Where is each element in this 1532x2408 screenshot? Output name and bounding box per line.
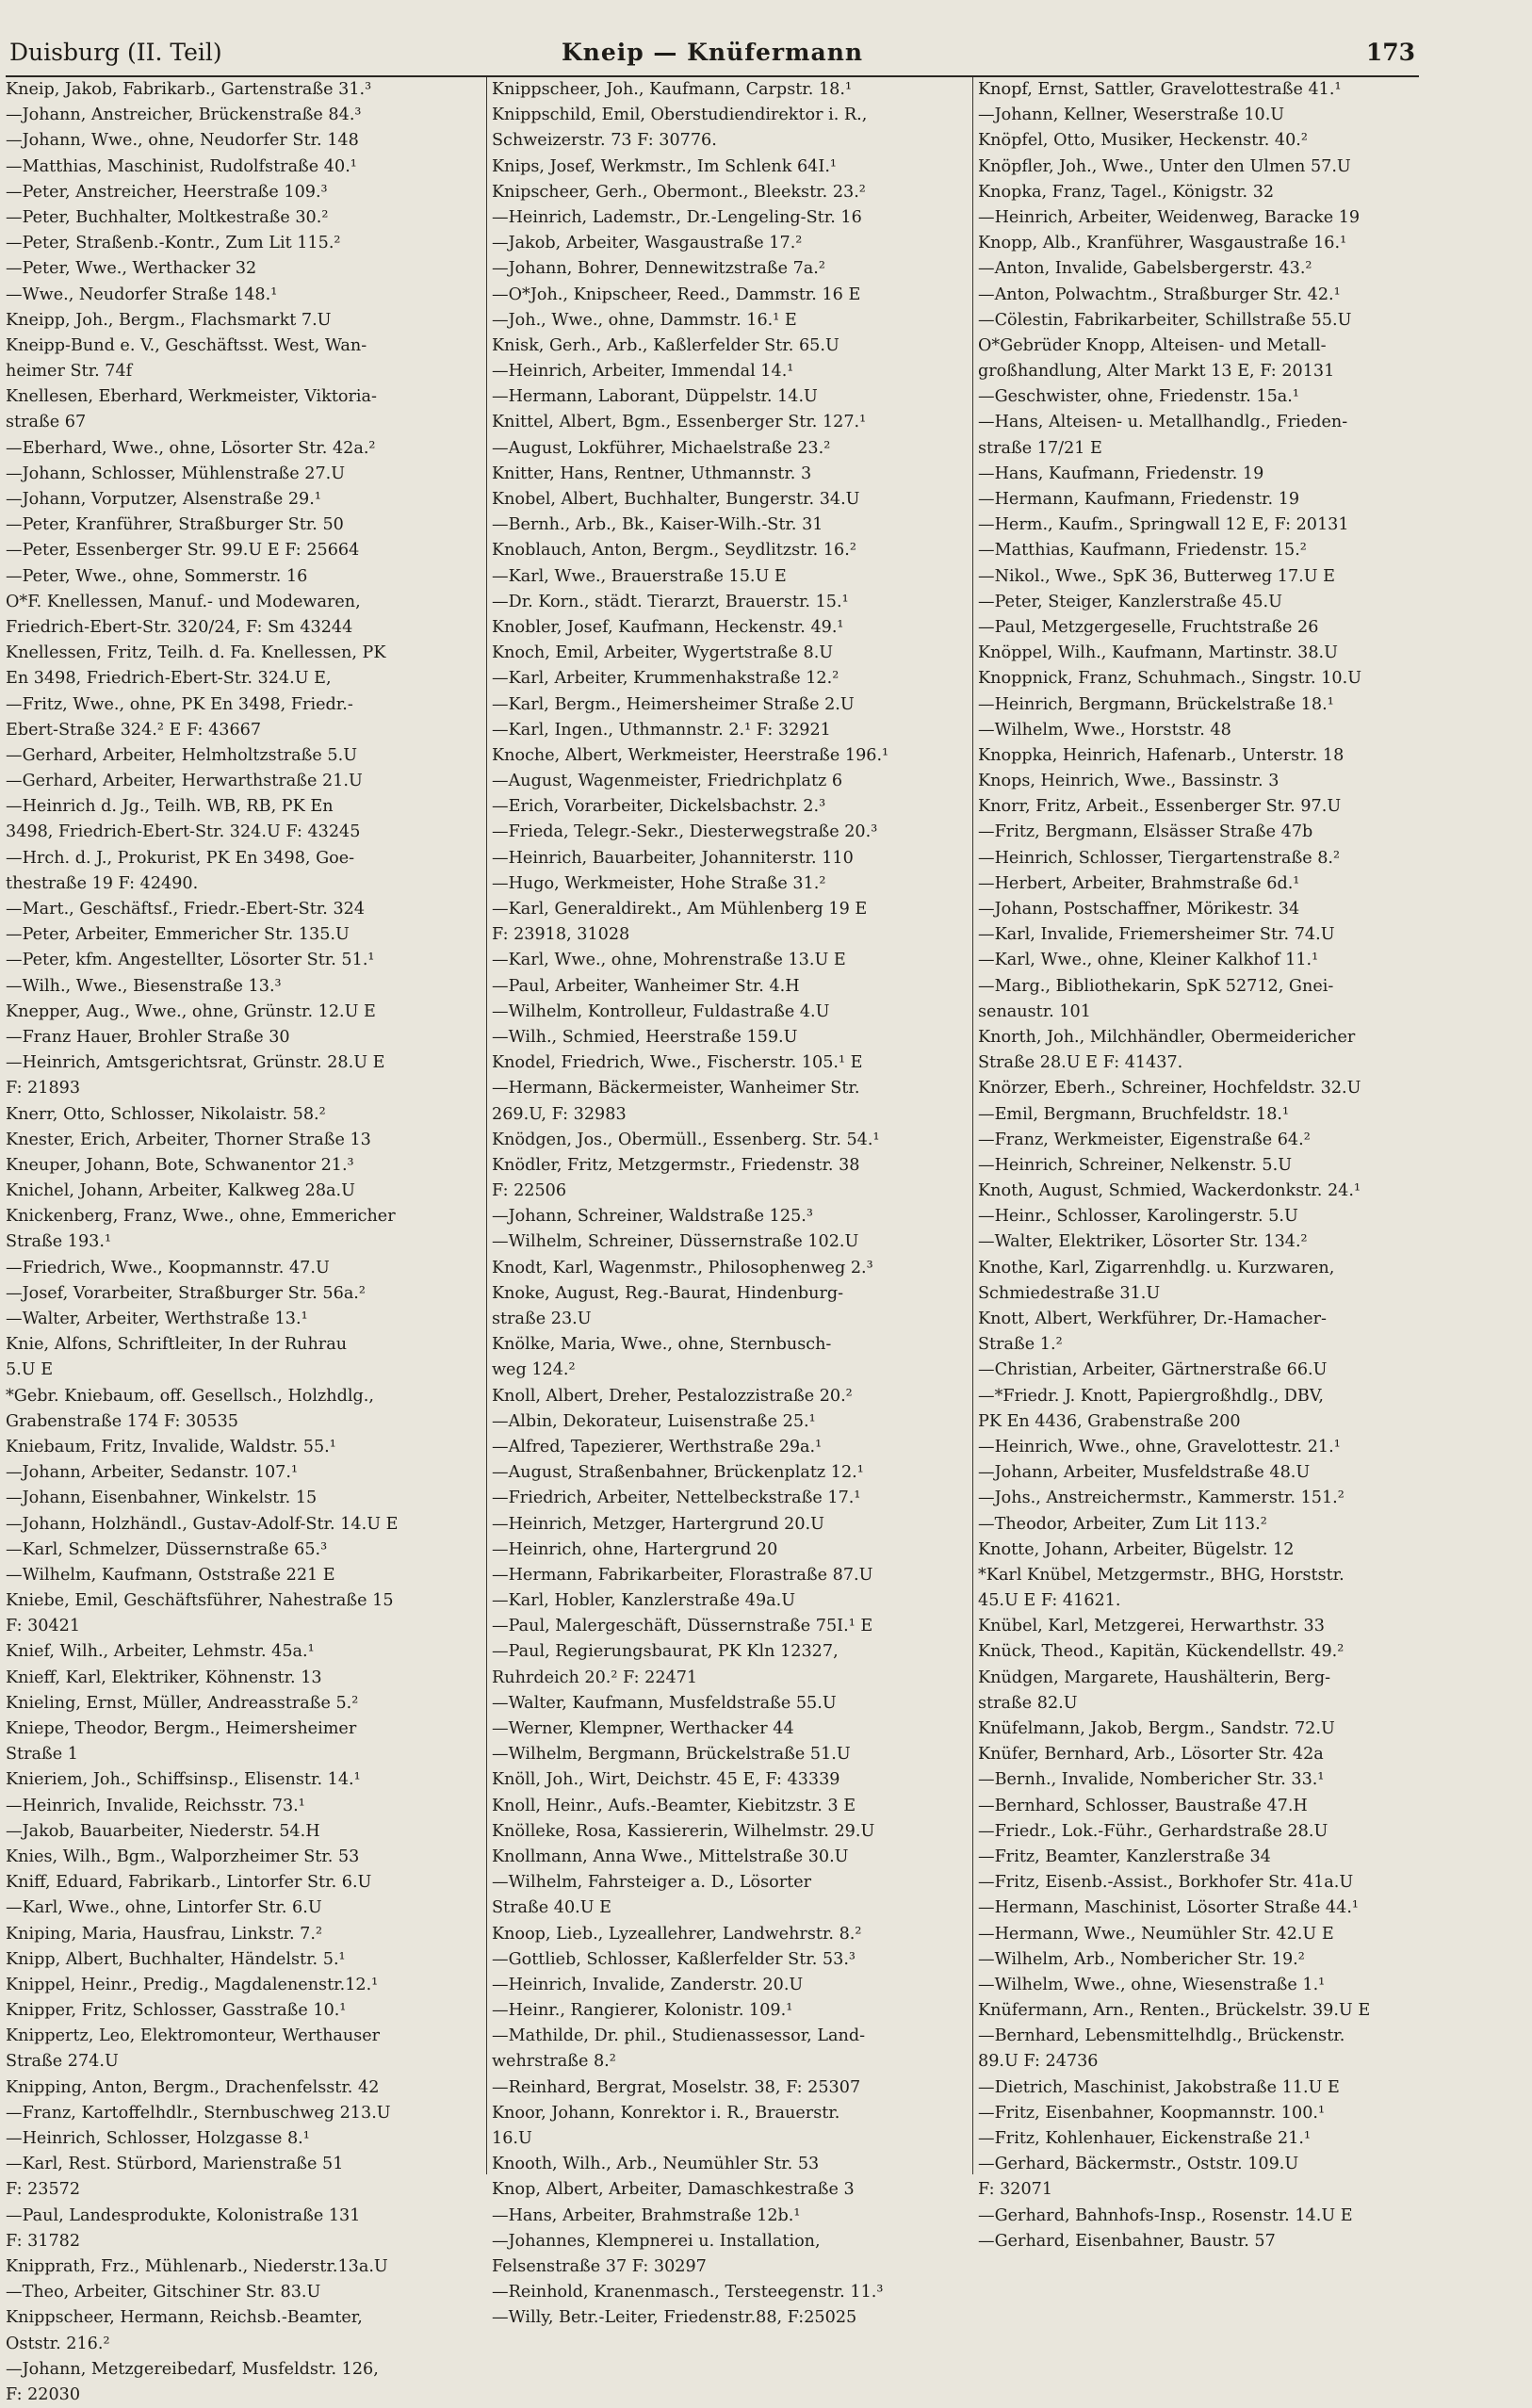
directory-entry-line: Knop, Albert, Arbeiter, Damaschkestraße 3 bbox=[492, 2180, 855, 2200]
directory-entry-line: Knopp, Alb., Kranführer, Wasgaustraße 16.¹ bbox=[978, 234, 1347, 253]
directory-entry-line: —Heinrich, Wwe., ohne, Gravelottestr. 21.¹ bbox=[978, 1437, 1341, 1456]
directory-entry-line: —Erich, Vorarbeiter, Dickelsbachstr. 2.³ bbox=[492, 797, 826, 817]
directory-entry-line: Knief, Wilh., Arbeiter, Lehmstr. 45a.¹ bbox=[6, 1642, 315, 1662]
column-3 bbox=[978, 77, 1453, 2251]
directory-entry-line: —Jakob, Bauarbeiter, Niederstr. 54.H bbox=[6, 1821, 320, 1841]
directory-entry-line: 5.U E bbox=[6, 1360, 54, 1380]
directory-entry-line: Knickenberg, Franz, Wwe., ohne, Emmericher bbox=[6, 1207, 396, 1227]
directory-entry-line: —Jakob, Arbeiter, Wasgaustraße 17.² bbox=[492, 234, 803, 253]
directory-entry-line: Knitter, Hans, Rentner, Uthmannstr. 3 bbox=[492, 464, 812, 483]
directory-entry-line: —Mart., Geschäftsf., Friedr.-Ebert-Str. 324 bbox=[6, 900, 366, 919]
directory-entry-line: Knerr, Otto, Schlosser, Nikolaistr. 58.² bbox=[6, 1104, 326, 1124]
directory-entry-line: —Bernh., Arb., Bk., Kaiser-Wilh.-Str. 31 bbox=[492, 515, 823, 535]
directory-entry-line: —Franz Hauer, Brohler Straße 30 bbox=[6, 1027, 290, 1047]
directory-entry-line: —Marg., Bibliothekarin, SpK 52712, Gnei- bbox=[978, 976, 1334, 996]
directory-entry-line: —Heinrich, Lademstr., Dr.-Lengeling-Str. 16 bbox=[492, 207, 862, 227]
directory-entry-line: Knüdgen, Margarete, Haushälterin, Berg- bbox=[978, 1668, 1331, 1687]
directory-entry-line: —Heinrich d. Jg., Teilh. WB, RB, PK En bbox=[6, 797, 334, 817]
directory-entry-line: Knorr, Fritz, Arbeit., Essenberger Str. 97.U bbox=[978, 797, 1342, 817]
directory-entry-line: straße 67 bbox=[6, 413, 87, 432]
directory-entry-line: —Heinrich, Schlosser, Holzgasse 8.¹ bbox=[6, 2129, 310, 2148]
directory-entry-line: —Albin, Dekorateur, Luisenstraße 25.¹ bbox=[492, 1411, 816, 1431]
directory-entry-line: —Joh., Wwe., ohne, Dammstr. 16.¹ E bbox=[492, 310, 797, 330]
header-section-title: Duisburg (II. Teil) bbox=[9, 39, 222, 66]
directory-entry-line: —Dr. Korn., städt. Tierarzt, Brauerstr. 15.¹ bbox=[492, 592, 849, 611]
directory-entry-line: —August, Wagenmeister, Friedrichplatz 6 bbox=[492, 772, 843, 791]
directory-entry-line: —Johann, Postschaffner, Mörikestr. 34 bbox=[978, 900, 1300, 919]
directory-entry-line: Knott, Albert, Werkführer, Dr.-Hamacher- bbox=[978, 1310, 1327, 1328]
directory-entry-line: *Gebr. Kniebaum, off. Gesellsch., Holzhdlg., bbox=[6, 1386, 374, 1406]
directory-entry-line: 3498, Friedrich-Ebert-Str. 324.U F: 43245 bbox=[6, 822, 361, 842]
directory-entry-line: Knieff, Karl, Elektriker, Köhnenstr. 13 bbox=[6, 1668, 322, 1687]
directory-entry-line: Knichel, Johann, Arbeiter, Kalkweg 28a.U bbox=[6, 1181, 355, 1201]
directory-entry-line: —Peter, Arbeiter, Emmericher Str. 135.U bbox=[6, 925, 350, 945]
directory-entry-line: —Fritz, Kohlenhauer, Eickenstraße 21.¹ bbox=[978, 2129, 1312, 2148]
directory-entry-line: —Hans, Kaufmann, Friedenstr. 19 bbox=[978, 464, 1264, 483]
directory-entry-line: —Johann, Wwe., ohne, Neudorfer Str. 148 bbox=[6, 131, 359, 151]
directory-entry-line: —Heinrich, Bergmann, Brückelstraße 18.¹ bbox=[978, 694, 1334, 714]
directory-entry-line: —Franz, Werkmeister, Eigenstraße 64.² bbox=[978, 1130, 1311, 1149]
directory-entry-line: —Wilhelm, Fahrsteiger a. D., Lösorter bbox=[492, 1873, 812, 1893]
directory-entry-line: —Karl, Ingen., Uthmannstr. 2.¹ F: 32921 bbox=[492, 720, 831, 740]
directory-entry-line: Knoll, Heinr., Aufs.-Beamter, Kiebitzstr. 3 E bbox=[492, 1796, 856, 1815]
directory-entry-line: Knüfer, Bernhard, Arb., Lösorter Str. 42a bbox=[978, 1745, 1324, 1765]
directory-entry-line: Straße 274.U bbox=[6, 2052, 119, 2072]
directory-entry-line: —Wilh., Wwe., Biesenstraße 13.³ bbox=[6, 976, 282, 996]
directory-entry-line: PK En 4436, Grabenstraße 200 bbox=[978, 1411, 1241, 1431]
directory-entry-line: 16.U bbox=[492, 2129, 532, 2148]
directory-entry-line: Knoppnick, Franz, Schuhmach., Singstr. 10.U bbox=[978, 669, 1362, 689]
directory-entry-line: —Heinrich, Arbeiter, Weidenweg, Baracke 19 bbox=[978, 207, 1361, 227]
directory-entry-line: F: 23918, 31028 bbox=[492, 925, 630, 945]
directory-entry-line: —Karl, Wwe., Brauerstraße 15.U E bbox=[492, 566, 787, 586]
directory-entry-line: —Wilhelm, Wwe., Horststr. 48 bbox=[978, 720, 1231, 740]
directory-entry-line: —Gerhard, Eisenbahner, Baustr. 57 bbox=[978, 2231, 1276, 2251]
directory-entry-line: Knopf, Ernst, Sattler, Gravelottestraße 41.¹ bbox=[978, 80, 1342, 99]
directory-entry-line: Knie, Alfons, Schriftleiter, In der Ruhrau bbox=[6, 1335, 348, 1355]
directory-entry-line: wehrstraße 8.² bbox=[492, 2052, 616, 2072]
directory-entry-line: —Peter, kfm. Angestellter, Lösorter Str. 51.¹ bbox=[6, 951, 375, 970]
directory-entry-line: Knips, Josef, Werkmstr., Im Schlenk 64I.¹ bbox=[492, 156, 837, 176]
directory-entry-line: Grabenstraße 174 F: 30535 bbox=[6, 1411, 238, 1431]
directory-entry-line: großhandlung, Alter Markt 13 E, F: 20131 bbox=[978, 362, 1335, 382]
directory-entry-line: —Paul, Regierungsbaurat, PK Kln 12327, bbox=[492, 1642, 839, 1662]
directory-entry-line: Knipping, Anton, Bergm., Drachenfelsstr. 42 bbox=[6, 2077, 380, 2097]
directory-entry-line: Knippertz, Leo, Elektromonteur, Werthauser bbox=[6, 2026, 381, 2046]
directory-entry-line: Friedrich-Ebert-Str. 320/24, F: Sm 43244 bbox=[6, 617, 353, 637]
directory-entry-line: —Johann, Schlosser, Mühlenstraße 27.U bbox=[6, 464, 346, 483]
directory-entry-line: —Wilhelm, Kaufmann, Oststraße 221 E bbox=[6, 1565, 335, 1585]
directory-entry-line: Knoppka, Heinrich, Hafenarb., Unterstr. 18 bbox=[978, 745, 1345, 765]
directory-entry-line: Knöppel, Wilh., Kaufmann, Martinstr. 38.U bbox=[978, 643, 1338, 663]
directory-entry-line: —Walter, Elektriker, Lösorter Str. 134.² bbox=[978, 1232, 1308, 1252]
directory-entry-line: straße 17/21 E bbox=[978, 438, 1102, 458]
directory-entry-line: —Heinrich, Amtsgerichtsrat, Grünstr. 28.U E bbox=[6, 1053, 385, 1073]
directory-entry-line: —Paul, Metzgergeselle, Fruchtstraße 26 bbox=[978, 617, 1319, 637]
column-2 bbox=[492, 77, 967, 2328]
directory-entry-line: Knoche, Albert, Werkmeister, Heerstraße 196.¹ bbox=[492, 745, 889, 765]
directory-entry-line: Knoll, Albert, Dreher, Pestalozzistraße 20.² bbox=[492, 1386, 853, 1406]
directory-entry-line: —Willy, Betr.-Leiter, Friedenstr.88, F:25025 bbox=[492, 2308, 857, 2328]
directory-entry-line: 269.U, F: 32983 bbox=[492, 1104, 627, 1124]
directory-entry-line: —Fritz, Eisenb.-Assist., Borkhofer Str. 41a.U bbox=[978, 1873, 1354, 1893]
directory-entry-line: Kneip, Jakob, Fabrikarb., Gartenstraße 31.³ bbox=[6, 80, 372, 99]
directory-entry-line: —Gerhard, Bäckermstr., Oststr. 109.U bbox=[978, 2155, 1299, 2174]
directory-entry-line: Knüfermann, Arn., Renten., Brückelstr. 39.U E bbox=[978, 2001, 1371, 2021]
directory-entry-line: Kniepe, Theodor, Bergm., Heimersheimer bbox=[6, 1719, 357, 1738]
directory-entry-line: —Heinr., Rangierer, Kolonistr. 109.¹ bbox=[492, 2001, 793, 2021]
directory-entry-line: —Alfred, Tapezierer, Werthstraße 29a.¹ bbox=[492, 1437, 823, 1456]
directory-entry-line: —Karl, Wwe., ohne, Mohrenstraße 13.U E bbox=[492, 951, 846, 970]
directory-entry-line: —Christian, Arbeiter, Gärtnerstraße 66.U bbox=[978, 1360, 1328, 1380]
directory-entry-line: —Wilhelm, Wwe., ohne, Wiesenstraße 1.¹ bbox=[978, 1975, 1326, 1994]
directory-entry-line: —Hans, Arbeiter, Brahmstraße 12b.¹ bbox=[492, 2205, 801, 2225]
directory-entry-line: Kneipp-Bund e. V., Geschäftsst. West, Wan- bbox=[6, 335, 367, 355]
directory-entry-line: Knotte, Johann, Arbeiter, Bügelstr. 12 bbox=[978, 1539, 1295, 1559]
directory-entry-line: —Paul, Arbeiter, Wanheimer Str. 4.H bbox=[492, 976, 800, 996]
directory-entry-line: Knoch, Emil, Arbeiter, Wygertstraße 8.U bbox=[492, 643, 834, 663]
directory-entry-line: —August, Lokführer, Michaelstraße 23.² bbox=[492, 438, 831, 458]
directory-entry-line: —Heinrich, Invalide, Zanderstr. 20.U bbox=[492, 1975, 804, 1994]
column-divider bbox=[486, 77, 487, 2174]
directory-entry-line: —Peter, Kranführer, Straßburger Str. 50 bbox=[6, 515, 344, 535]
directory-entry-line: Knöpfler, Joh., Wwe., Unter den Ulmen 57.U bbox=[978, 156, 1351, 176]
directory-entry-line: Kniebe, Emil, Geschäftsführer, Nahestraße 15 bbox=[6, 1591, 394, 1611]
directory-entry-line: —Theodor, Arbeiter, Zum Lit 113.² bbox=[978, 1514, 1267, 1534]
directory-entry-line: —Hermann, Laborant, Düppelstr. 14.U bbox=[492, 387, 818, 407]
directory-entry-line: —Franz, Kartoffelhdlr., Sternbuschweg 213.U bbox=[6, 2103, 391, 2123]
directory-entry-line: —*Friedr. J. Knott, Papiergroßhdlg., DBV, bbox=[978, 1386, 1325, 1406]
directory-entry-line: —Theo, Arbeiter, Gitschiner Str. 83.U bbox=[6, 2283, 321, 2302]
directory-entry-line: weg 124.² bbox=[492, 1360, 576, 1380]
directory-entry-line: Schweizerstr. 73 F: 30776. bbox=[492, 131, 717, 151]
directory-entry-line: Kniff, Eduard, Fabrikarb., Lintorfer Str. 6.U bbox=[6, 1873, 372, 1893]
directory-entry-line: —Karl, Wwe., ohne, Kleiner Kalkhof 11.¹ bbox=[978, 951, 1319, 970]
directory-entry-line: straße 82.U bbox=[978, 1693, 1078, 1713]
directory-entry-line: O*F. Knellessen, Manuf.- und Modewaren, bbox=[6, 592, 361, 611]
directory-entry-line: —Anton, Invalide, Gabelsbergerstr. 43.² bbox=[978, 259, 1312, 279]
directory-entry-line: Knoke, August, Reg.-Baurat, Hindenburg- bbox=[492, 1283, 844, 1303]
directory-entry-line: Knodel, Friedrich, Wwe., Fischerstr. 105.¹ E bbox=[492, 1053, 863, 1073]
directory-entry-line: Knepper, Aug., Wwe., ohne, Grünstr. 12.U E bbox=[6, 1001, 376, 1021]
directory-entry-line: Knübel, Karl, Metzgerei, Herwarthstr. 33 bbox=[978, 1617, 1325, 1636]
directory-entry-line: Kniebaum, Fritz, Invalide, Waldstr. 55.¹ bbox=[6, 1437, 336, 1456]
directory-entry-line: —August, Straßenbahner, Brückenplatz 12.¹ bbox=[492, 1463, 864, 1483]
directory-entry-line: —Matthias, Kaufmann, Friedenstr. 15.² bbox=[978, 541, 1307, 561]
directory-entry-line: —Heinrich, Arbeiter, Immendal 14.¹ bbox=[492, 362, 794, 382]
directory-entry-line: Knippschild, Emil, Oberstudiendirektor i. R., bbox=[492, 106, 868, 125]
directory-entry-line: —Paul, Malergeschäft, Düssernstraße 75I.¹ E bbox=[492, 1617, 873, 1636]
directory-entry-line: 89.U F: 24736 bbox=[978, 2052, 1099, 2072]
directory-entry-line: —Friedrich, Arbeiter, Nettelbeckstraße 17.¹ bbox=[492, 1489, 861, 1508]
directory-entry-line: Felsenstraße 37 F: 30297 bbox=[492, 2256, 707, 2276]
directory-entry-line: —Hrch. d. J., Prokurist, PK En 3498, Goe- bbox=[6, 848, 355, 868]
directory-entry-line: Knies, Wilh., Bgm., Walporzheimer Str. 53 bbox=[6, 1847, 360, 1866]
directory-entry-line: Knödler, Fritz, Metzgermstr., Friedenstr. 38 bbox=[492, 1155, 860, 1175]
directory-entry-line: —Johann, Arbeiter, Sedanstr. 107.¹ bbox=[6, 1463, 299, 1483]
directory-entry-line: —Gottlieb, Schlosser, Kaßlerfelder Str. 53.³ bbox=[492, 1949, 856, 1969]
directory-entry-line: Knippscheer, Hermann, Reichsb.-Beamter, bbox=[6, 2308, 363, 2328]
directory-entry-line: —Johann, Holzhändl., Gustav-Adolf-Str. 14.U E bbox=[6, 1514, 399, 1534]
directory-entry-line: —Fritz, Wwe., ohne, PK En 3498, Friedr.- bbox=[6, 694, 353, 714]
directory-entry-line: —Karl, Schmelzer, Düssernstraße 65.³ bbox=[6, 1539, 328, 1559]
directory-entry-line: Knipp, Albert, Buchhalter, Händelstr. 5.¹ bbox=[6, 1949, 346, 1969]
directory-entry-line: —Peter, Buchhalter, Moltkestraße 30.² bbox=[6, 207, 329, 227]
directory-entry-line: thestraße 19 F: 42490. bbox=[6, 873, 199, 893]
directory-entry-line: —Walter, Kaufmann, Musfeldstraße 55.U bbox=[492, 1693, 837, 1713]
directory-entry-line: —Heinrich, Schreiner, Nelkenstr. 5.U bbox=[978, 1155, 1293, 1175]
directory-entry-line: —Karl, Invalide, Friemersheimer Str. 74.U bbox=[978, 925, 1335, 945]
directory-entry-line: Knorth, Joh., Milchhändler, Obermeidericher bbox=[978, 1027, 1356, 1047]
directory-entry-line: —Dietrich, Maschinist, Jakobstraße 11.U E bbox=[978, 2077, 1340, 2097]
directory-entry-line: —Mathilde, Dr. phil., Studienassessor, Land- bbox=[492, 2026, 866, 2046]
directory-entry-line: —Hermann, Maschinist, Lösorter Straße 44.¹ bbox=[978, 1898, 1359, 1918]
directory-entry-line: *Karl Knübel, Metzgermstr., BHG, Horststr. bbox=[978, 1565, 1345, 1585]
directory-entry-line: —Geschwister, ohne, Friedenstr. 15a.¹ bbox=[978, 387, 1299, 407]
directory-entry-line: —Werner, Klempner, Werthacker 44 bbox=[492, 1719, 794, 1738]
directory-entry-line: —Hermann, Fabrikarbeiter, Florastraße 87.U bbox=[492, 1565, 873, 1585]
directory-entry-line: Schmiedestraße 31.U bbox=[978, 1283, 1161, 1303]
directory-entry-line: —Eberhard, Wwe., ohne, Lösorter Str. 42a.² bbox=[6, 438, 376, 458]
directory-entry-line: Ruhrdeich 20.² F: 22471 bbox=[492, 1668, 698, 1687]
page-number: 173 bbox=[1365, 39, 1415, 66]
directory-entry-line: —Herm., Kaufm., Springwall 12 E, F: 20131 bbox=[978, 515, 1349, 535]
directory-entry-line: —Peter, Steiger, Kanzlerstraße 45.U bbox=[978, 592, 1282, 611]
directory-entry-line: —Reinhard, Bergrat, Moselstr. 38, F: 25307 bbox=[492, 2077, 861, 2097]
directory-entry-line: senaustr. 101 bbox=[978, 1001, 1091, 1021]
directory-entry-line: F: 30421 bbox=[6, 1617, 81, 1636]
directory-entry-line: Knobel, Albert, Buchhalter, Bungerstr. 34.U bbox=[492, 490, 860, 509]
directory-entry-line: Knopka, Franz, Tagel., Königstr. 32 bbox=[978, 182, 1275, 202]
directory-entry-line: —Karl, Rest. Stürbord, Marienstraße 51 bbox=[6, 2155, 344, 2174]
directory-entry-line: Knollmann, Anna Wwe., Mittelstraße 30.U bbox=[492, 1847, 849, 1866]
directory-entry-line: F: 21893 bbox=[6, 1079, 81, 1098]
directory-entry-line: —Paul, Landesprodukte, Kolonistraße 131 bbox=[6, 2205, 361, 2225]
directory-entry-line: Knöll, Joh., Wirt, Deichstr. 45 E, F: 43339 bbox=[492, 1770, 840, 1790]
directory-entry-line: Knobler, Josef, Kaufmann, Heckenstr. 49.¹ bbox=[492, 617, 844, 637]
directory-entry-line: —Josef, Vorarbeiter, Straßburger Str. 56a.² bbox=[6, 1283, 366, 1303]
directory-entry-line: —Reinhold, Kranenmasch., Tersteegenstr. 11.³ bbox=[492, 2283, 884, 2302]
directory-entry-line: —Fritz, Beamter, Kanzlerstraße 34 bbox=[978, 1847, 1271, 1866]
directory-entry-line: —Fritz, Bergmann, Elsässer Straße 47b bbox=[978, 822, 1313, 842]
directory-entry-line: —Peter, Straßenb.-Kontr., Zum Lit 115.² bbox=[6, 234, 341, 253]
directory-entry-line: Straße 1.² bbox=[978, 1335, 1063, 1355]
directory-entry-line: Knoor, Johann, Konrektor i. R., Brauerstr. bbox=[492, 2103, 840, 2123]
directory-entry-line: —Gerhard, Arbeiter, Herwarthstraße 21.U bbox=[6, 772, 363, 791]
directory-entry-line: —Heinrich, Invalide, Reichsstr. 73.¹ bbox=[6, 1796, 305, 1815]
directory-entry-line: —Herbert, Arbeiter, Brahmstraße 6d.¹ bbox=[978, 873, 1300, 893]
directory-entry-line: Knippscheer, Joh., Kaufmann, Carpstr. 18.¹ bbox=[492, 80, 852, 99]
directory-entry-line: —Karl, Wwe., ohne, Lintorfer Str. 6.U bbox=[6, 1898, 322, 1918]
directory-entry-line: —Hugo, Werkmeister, Hohe Straße 31.² bbox=[492, 873, 826, 893]
directory-entry-line: —Heinrich, Schlosser, Tiergartenstraße 8.² bbox=[978, 848, 1341, 868]
directory-entry-line: —Heinrich, ohne, Hartergrund 20 bbox=[492, 1539, 778, 1559]
directory-entry-line: Knisk, Gerh., Arb., Kaßlerfelder Str. 65.U bbox=[492, 335, 839, 355]
directory-entry-line: —Anton, Polwachtm., Straßburger Str. 42.¹ bbox=[978, 285, 1341, 304]
directory-entry-line: —Fritz, Eisenbahner, Koopmannstr. 100.¹ bbox=[978, 2103, 1326, 2123]
directory-entry-line: —Cölestin, Fabrikarbeiter, Schillstraße 55.U bbox=[978, 310, 1352, 330]
directory-entry-line: Knödgen, Jos., Obermüll., Essenberg. Str. 54.¹ bbox=[492, 1130, 880, 1149]
column-divider bbox=[972, 77, 973, 2174]
directory-entry-line: Knieriem, Joh., Schiffsinsp., Elisenstr. 14.¹ bbox=[6, 1770, 361, 1790]
directory-entry-line: —Karl, Hobler, Kanzlerstraße 49a.U bbox=[492, 1591, 796, 1611]
directory-entry-line: F: 22030 bbox=[6, 2384, 81, 2404]
page-header bbox=[6, 32, 1419, 77]
directory-entry-line: Kneuper, Johann, Bote, Schwanentor 21.³ bbox=[6, 1155, 354, 1175]
directory-entry-line: —Johs., Anstreichermstr., Kammerstr. 151.² bbox=[978, 1489, 1345, 1508]
directory-entry-line: Ebert-Straße 324.² E F: 43667 bbox=[6, 720, 262, 740]
directory-entry-line: —Peter, Wwe., ohne, Sommerstr. 16 bbox=[6, 566, 308, 586]
directory-entry-line: F: 22506 bbox=[492, 1181, 567, 1201]
directory-entry-line: —Wilh., Schmied, Heerstraße 159.U bbox=[492, 1027, 798, 1047]
directory-entry-line: En 3498, Friedrich-Ebert-Str. 324.U E, bbox=[6, 669, 332, 689]
directory-entry-line: Knipscheer, Gerh., Obermont., Bleekstr. 23.² bbox=[492, 182, 866, 202]
directory-entry-line: Kneipp, Joh., Bergm., Flachsmarkt 7.U bbox=[6, 310, 332, 330]
directory-entry-line: Knippel, Heinr., Predig., Magdalenenstr.12.¹ bbox=[6, 1975, 379, 1994]
directory-entry-line: —Matthias, Maschinist, Rudolfstraße 40.¹ bbox=[6, 156, 357, 176]
column-1 bbox=[6, 77, 481, 2404]
directory-entry-line: —Johann, Vorputzer, Alsenstraße 29.¹ bbox=[6, 490, 321, 509]
directory-entry-line: Knooth, Wilh., Arb., Neumühler Str. 53 bbox=[492, 2155, 820, 2174]
directory-entry-line: —Heinrich, Bauarbeiter, Johanniterstr. 110 bbox=[492, 848, 854, 868]
directory-entry-line: —Gerhard, Arbeiter, Helmholtzstraße 5.U bbox=[6, 745, 358, 765]
directory-entry-line: —Frieda, Telegr.-Sekr., Diesterwegstraße 20.³ bbox=[492, 822, 878, 842]
directory-entry-line: Knodt, Karl, Wagenmstr., Philosophenweg 2.³ bbox=[492, 1258, 873, 1277]
directory-entry-line: —Hans, Alteisen- u. Metallhandlg., Frieden- bbox=[978, 413, 1348, 432]
directory-entry-line: straße 23.U bbox=[492, 1310, 592, 1328]
directory-entry-line: —Johann, Arbeiter, Musfeldstraße 48.U bbox=[978, 1463, 1311, 1483]
directory-entry-line: —Johann, Schreiner, Waldstraße 125.³ bbox=[492, 1207, 813, 1227]
directory-entry-line: Knüfelmann, Jakob, Bergm., Sandstr. 72.U bbox=[978, 1719, 1335, 1738]
directory-entry-line: —Walter, Arbeiter, Werthstraße 13.¹ bbox=[6, 1310, 308, 1328]
directory-entry-line: —Bernhard, Schlosser, Baustraße 47.H bbox=[978, 1796, 1308, 1815]
directory-entry-line: —Friedrich, Wwe., Koopmannstr. 47.U bbox=[6, 1258, 330, 1277]
directory-entry-line: —Wilhelm, Arb., Nombericher Str. 19.² bbox=[978, 1949, 1305, 1969]
directory-entry-line: —O*Joh., Knipscheer, Reed., Dammstr. 16 E bbox=[492, 285, 861, 304]
directory-entry-line: Knittel, Albert, Bgm., Essenberger Str. 127.¹ bbox=[492, 413, 867, 432]
directory-entry-line: —Nikol., Wwe., SpK 36, Butterweg 17.U E bbox=[978, 566, 1336, 586]
directory-entry-line: Straße 40.U E bbox=[492, 1898, 612, 1918]
directory-entry-line: Knoblauch, Anton, Bergm., Seydlitzstr. 16.² bbox=[492, 541, 856, 561]
header-name-range: Kneip — Knüfermann bbox=[561, 39, 864, 66]
directory-entry-line: —Hermann, Bäckermeister, Wanheimer Str. bbox=[492, 1079, 860, 1098]
directory-entry-line: —Gerhard, Bahnhofs-Insp., Rosenstr. 14.U E bbox=[978, 2205, 1353, 2225]
directory-entry-line: —Hermann, Kaufmann, Friedenstr. 19 bbox=[978, 490, 1300, 509]
directory-entry-line: —Johann, Metzgereibedarf, Musfeldstr. 126, bbox=[6, 2359, 379, 2379]
directory-entry-line: Knück, Theod., Kapitän, Kückendellstr. 49.² bbox=[978, 1642, 1345, 1662]
directory-entry-line: F: 23572 bbox=[6, 2180, 81, 2200]
directory-entry-line: Knörzer, Eberh., Schreiner, Hochfeldstr. 32.U bbox=[978, 1079, 1361, 1098]
directory-entry-line: Knölke, Maria, Wwe., ohne, Sternbusch- bbox=[492, 1335, 832, 1355]
directory-entry-line: —Karl, Generaldirekt., Am Mühlenberg 19 E bbox=[492, 900, 868, 919]
directory-entry-line: Knoop, Lieb., Lyzeallehrer, Landwehrstr. 8.² bbox=[492, 1924, 862, 1944]
directory-entry-line: Knipprath, Frz., Mühlenarb., Niederstr.13a.U bbox=[6, 2256, 388, 2276]
directory-entry-line: Knothe, Karl, Zigarrenhdlg. u. Kurzwaren, bbox=[978, 1258, 1335, 1277]
directory-entry-line: F: 31782 bbox=[6, 2231, 81, 2251]
directory-entry-line: Knoth, August, Schmied, Wackerdonkstr. 24.¹ bbox=[978, 1181, 1361, 1201]
directory-entry-line: —Bernhard, Lebensmittelhdlg., Brückenstr. bbox=[978, 2026, 1345, 2046]
directory-entry-line: —Peter, Anstreicher, Heerstraße 109.³ bbox=[6, 182, 328, 202]
directory-entry-line: O*Gebrüder Knopp, Alteisen- und Metall- bbox=[978, 335, 1327, 355]
directory-entry-line: Straße 28.U E F: 41437. bbox=[978, 1053, 1183, 1073]
directory-entry-line: Knieling, Ernst, Müller, Andreasstraße 5.² bbox=[6, 1693, 359, 1713]
directory-entry-line: —Johann, Kellner, Weserstraße 10.U bbox=[978, 106, 1285, 125]
directory-entry-line: Knellesen, Eberhard, Werkmeister, Viktoria- bbox=[6, 387, 377, 407]
directory-entry-line: 45.U E F: 41621. bbox=[978, 1591, 1121, 1611]
directory-entry-line: Straße 1 bbox=[6, 1745, 78, 1765]
directory-entry-line: —Karl, Arbeiter, Krummenhakstraße 12.² bbox=[492, 669, 839, 689]
directory-entry-line: Oststr. 216.² bbox=[6, 2334, 110, 2353]
directory-entry-line: —Wilhelm, Bergmann, Brückelstraße 51.U bbox=[492, 1745, 851, 1765]
directory-entry-line: F: 32071 bbox=[978, 2180, 1053, 2200]
directory-entry-line: —Johannes, Klempnerei u. Installation, bbox=[492, 2231, 821, 2251]
directory-entry-line: —Johann, Anstreicher, Brückenstraße 84.³ bbox=[6, 106, 362, 125]
directory-entry-line: —Peter, Wwe., Werthacker 32 bbox=[6, 259, 257, 279]
directory-entry-line: Knester, Erich, Arbeiter, Thorner Straße 13 bbox=[6, 1130, 371, 1149]
directory-entry-line: —Karl, Bergm., Heimersheimer Straße 2.U bbox=[492, 694, 855, 714]
directory-entry-line: Kniping, Maria, Hausfrau, Linkstr. 7.² bbox=[6, 1924, 323, 1944]
directory-entry-line: Knölleke, Rosa, Kassiererin, Wilhelmstr. 29.U bbox=[492, 1821, 875, 1841]
directory-entry-line: Knöpfel, Otto, Musiker, Heckenstr. 40.² bbox=[978, 131, 1308, 151]
directory-entry-line: Knops, Heinrich, Wwe., Bassinstr. 3 bbox=[978, 772, 1279, 791]
directory-entry-line: —Johann, Bohrer, Dennewitzstraße 7a.² bbox=[492, 259, 825, 279]
directory-entry-line: heimer Str. 74f bbox=[6, 362, 133, 382]
directory-entry-line: —Hermann, Wwe., Neumühler Str. 42.U E bbox=[978, 1924, 1334, 1944]
directory-entry-line: —Wilhelm, Kontrolleur, Fuldastraße 4.U bbox=[492, 1001, 830, 1021]
directory-entry-line: —Friedr., Lok.-Führ., Gerhardstraße 28.U bbox=[978, 1821, 1328, 1841]
directory-entry-line: —Heinrich, Metzger, Hartergrund 20.U bbox=[492, 1514, 824, 1534]
directory-entry-line: —Bernh., Invalide, Nombericher Str. 33.¹ bbox=[978, 1770, 1325, 1790]
directory-entry-line: —Wilhelm, Schreiner, Düssernstraße 102.U bbox=[492, 1232, 859, 1252]
directory-entry-line: —Wwe., Neudorfer Straße 148.¹ bbox=[6, 285, 278, 304]
directory-entry-line: Knipper, Fritz, Schlosser, Gasstraße 10.¹ bbox=[6, 2001, 347, 2021]
directory-entry-line: Knellessen, Fritz, Teilh. d. Fa. Knellessen, PK bbox=[6, 643, 386, 663]
directory-entry-line: Straße 193.¹ bbox=[6, 1232, 112, 1252]
directory-entry-line: —Heinr., Schlosser, Karolingerstr. 5.U bbox=[978, 1207, 1298, 1227]
directory-entry-line: —Emil, Bergmann, Bruchfeldstr. 18.¹ bbox=[978, 1104, 1290, 1124]
directory-entry-line: —Johann, Eisenbahner, Winkelstr. 15 bbox=[6, 1489, 318, 1508]
directory-entry-line: —Peter, Essenberger Str. 99.U E F: 25664 bbox=[6, 541, 360, 561]
